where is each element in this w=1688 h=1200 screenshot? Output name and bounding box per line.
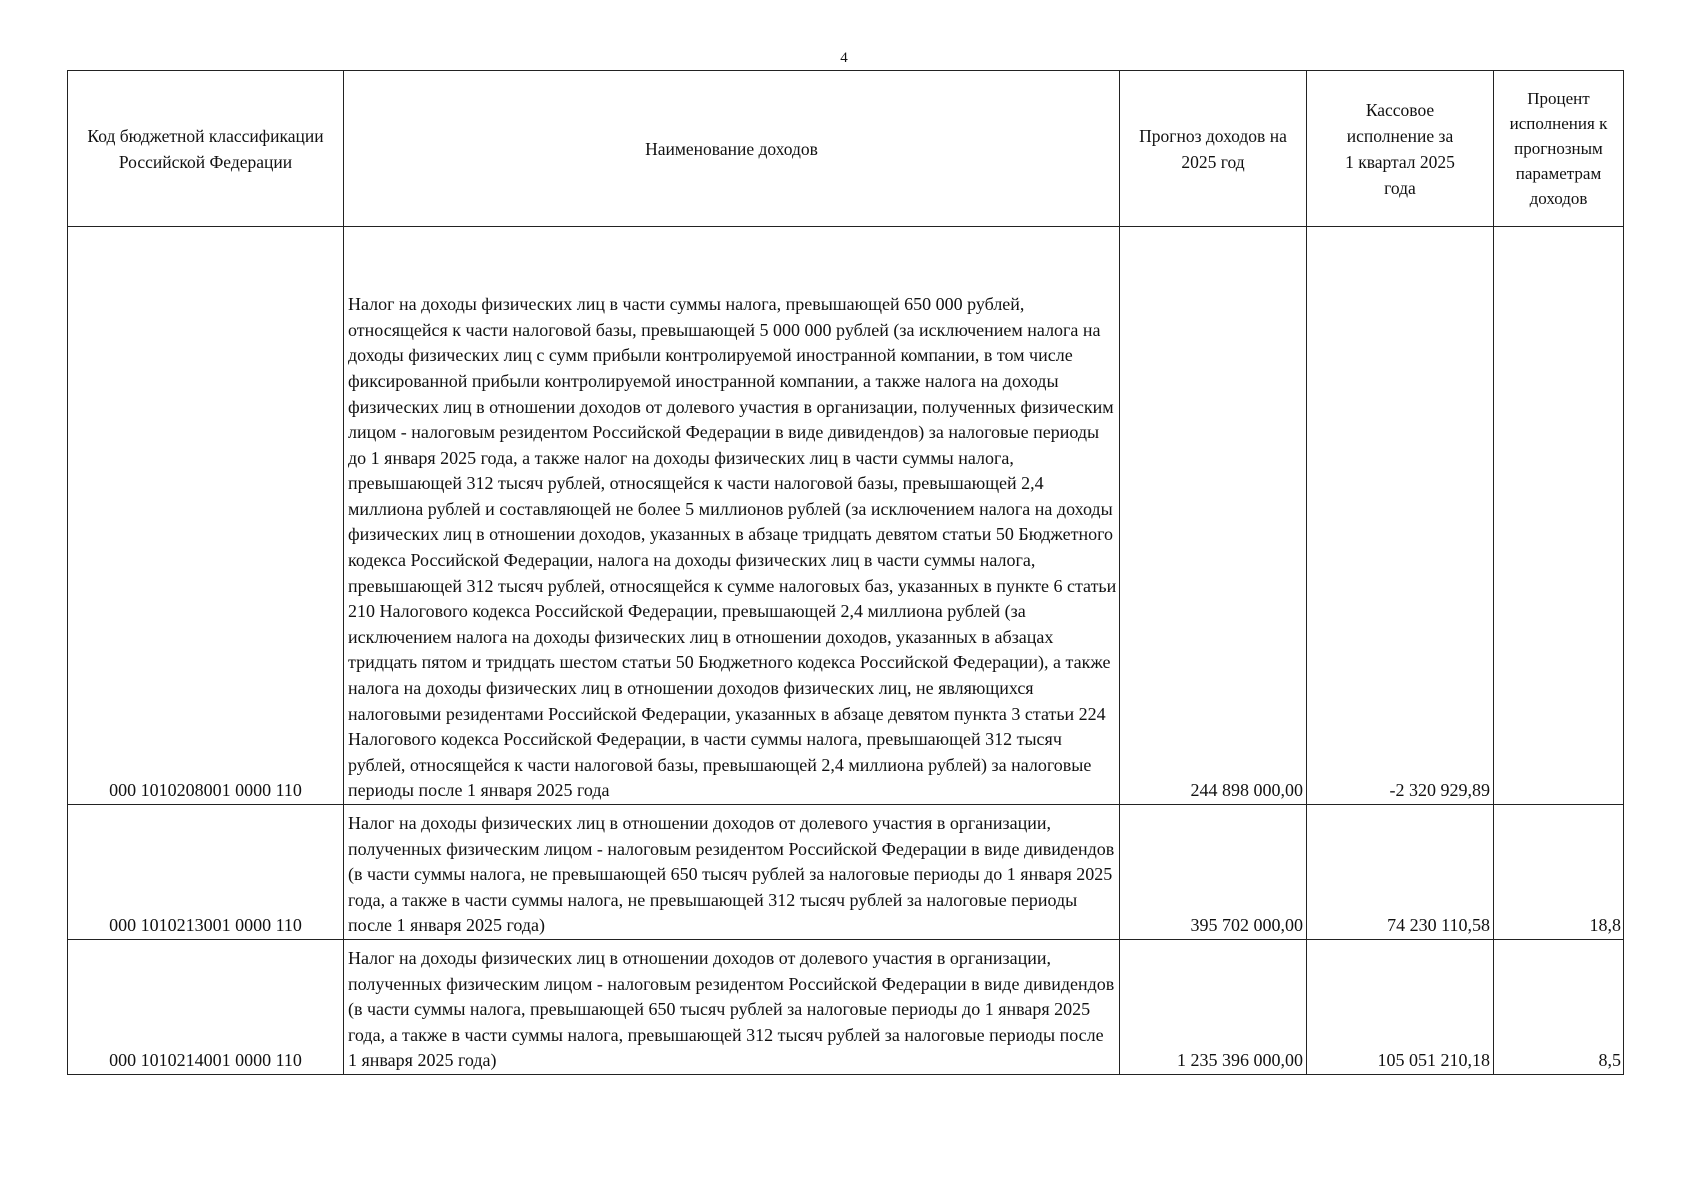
table-header-row — [68, 71, 1624, 227]
row-forecast: 1 235 396 000,00 — [1120, 939, 1307, 1074]
header-forecast: Прогноз доходов на 2025 год — [1120, 71, 1307, 227]
row-name: Налог на доходы физических лиц в отношении доходов от долевого участия в организации, полученных физическим лицом - налоговым резидентом Российской Федерации в виде дивидендов (в части суммы налога, превышающей 650 тысяч рублей за налоговые периоды до 1 января 2025 года, а также в части суммы налога, превышающей 312 тысяч рублей за налоговые периоды после 1 января 2025 года) — [344, 939, 1120, 1074]
header-code: Код бюджетной классификации Российской Федерации — [68, 71, 344, 227]
header-name: Наименование доходов — [344, 71, 1120, 227]
row-percent: 8,5 — [1494, 939, 1624, 1074]
row-execution: -2 320 929,89 — [1307, 227, 1494, 805]
table-row — [68, 805, 1624, 940]
income-table — [67, 70, 1624, 1075]
row-code: 000 1010208001 0000 110 — [68, 227, 344, 805]
row-code: 000 1010214001 0000 110 — [68, 939, 344, 1074]
row-execution: 105 051 210,18 — [1307, 939, 1494, 1074]
row-name: Налог на доходы физических лиц в части суммы налога, превышающей 650 000 рублей, относящейся к части налоговой базы, превышающей 5 000 000 рублей (за исключением налога на доходы физических лиц с сумм прибыли контролируемой иностранной компании, в том числе фиксированной прибыли контролируемой иностранной компании, а также налога на доходы физических лиц в отношении доходов от долевого участия в организации, полученных физическим лицом - налоговым резидентом Российской Федерации в виде дивидендов) за налоговые периоды до 1 января 2025 года, а также налог на доходы физических лиц в части суммы налога, превышающей 312 тысяч рублей, относящейся к части налоговой базы, превышающей 2,4 миллиона рублей и составляющей не более 5 миллионов рублей (за исключением налога на доходы физических лиц в отношении доходов, указанных в абзаце тридцать девятом статьи 50 Бюджетного кодекса Российской Федерации, налога на доходы физических лиц в части суммы налога, превышающей 312 тысяч рублей, относящейся к сумме налоговых баз, указанных в пункте 6 статьи 210 Налогового кодекса Российской Федерации, превышающей 2,4 миллиона рублей (за исключением налога на доходы физических лиц в отношении доходов, указанных в абзацах тридцать пятом и тридцать шестом статьи 50 Бюджетного кодекса Российской Федерации), а также налога на доходы физических лиц в отношении доходов физических лиц, не являющихся налоговыми резидентами Российской Федерации, указанных в абзаце девятом пункта 3 статьи 224 Налогового кодекса Российской Федерации, в части суммы налога, превышающей 312 тысяч рублей, относящейся к части налоговой базы, превышающей 2,4 миллиона рублей) за налоговые периоды после 1 января 2025 года — [344, 227, 1120, 805]
table-row — [68, 939, 1624, 1074]
header-execution: Кассовое исполнение за 1 квартал 2025 года — [1307, 71, 1494, 227]
row-percent — [1494, 227, 1624, 805]
row-forecast: 395 702 000,00 — [1120, 805, 1307, 940]
header-percent: Процент исполнения к прогнозным параметрам доходов — [1494, 71, 1624, 227]
table-row — [68, 227, 1624, 805]
page-number: 4 — [840, 50, 848, 66]
row-name: Налог на доходы физических лиц в отношении доходов от долевого участия в организации, полученных физическим лицом - налоговым резидентом Российской Федерации в виде дивидендов (в части суммы налога, не превышающей 650 тысяч рублей за налоговые периоды до 1 января 2025 года, а также в части суммы налога, не превышающей 312 тысяч рублей за налоговые периоды после 1 января 2025 года) — [344, 805, 1120, 940]
row-forecast: 244 898 000,00 — [1120, 227, 1307, 805]
row-execution: 74 230 110,58 — [1307, 805, 1494, 940]
row-code: 000 1010213001 0000 110 — [68, 805, 344, 940]
row-percent: 18,8 — [1494, 805, 1624, 940]
